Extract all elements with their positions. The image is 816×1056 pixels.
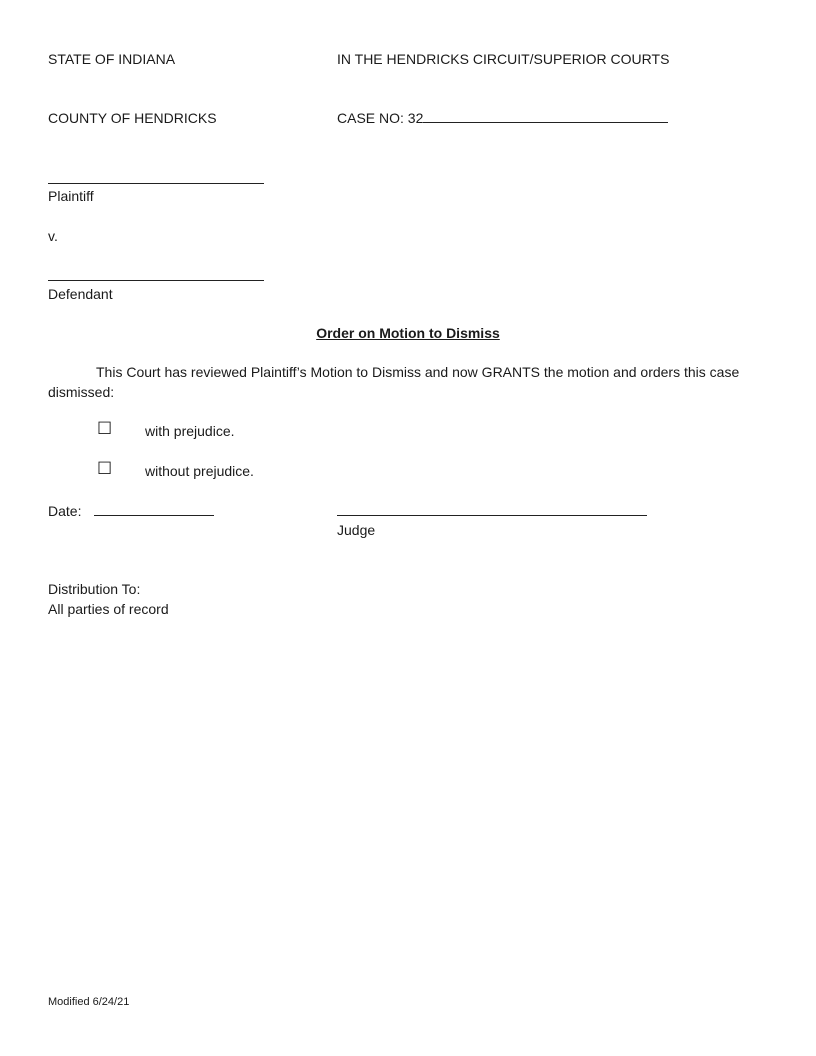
judge-signature-blank[interactable] bbox=[337, 502, 647, 516]
distribution-heading: Distribution To: bbox=[48, 581, 141, 597]
order-title: Order on Motion to Dismiss bbox=[316, 325, 500, 341]
date-blank[interactable] bbox=[94, 502, 214, 516]
order-body: This Court has reviewed Plaintiff’s Motion to Dismiss and now GRANTS the motion and orders this case dismissed: bbox=[48, 364, 740, 400]
plaintiff-label: Plaintiff bbox=[48, 188, 94, 204]
judge-label: Judge bbox=[337, 522, 376, 538]
defendant-label: Defendant bbox=[48, 286, 113, 302]
option-with-prejudice[interactable] bbox=[97, 420, 112, 438]
court-heading: IN THE HENDRICKS CIRCUIT/SUPERIOR COURTS bbox=[337, 51, 670, 67]
state-heading: STATE OF INDIANA bbox=[48, 51, 176, 67]
judge-signature-row bbox=[337, 502, 647, 520]
date-label: Date: bbox=[48, 503, 82, 519]
date-row bbox=[48, 502, 214, 520]
versus-text: v. bbox=[48, 228, 58, 244]
plaintiff-name-blank[interactable] bbox=[48, 170, 264, 184]
option-with-prejudice-label: with prejudice. bbox=[145, 423, 235, 439]
county-heading: COUNTY OF HENDRICKS bbox=[48, 110, 217, 126]
case-number-label: CASE NO: 32 bbox=[337, 110, 424, 126]
defendant-name-blank-row bbox=[48, 267, 264, 285]
checkbox-icon[interactable]: ☐ bbox=[97, 419, 113, 438]
option-without-prejudice[interactable] bbox=[97, 460, 112, 478]
distribution-recipients: All parties of record bbox=[48, 601, 169, 617]
option-without-prejudice-label: without prejudice. bbox=[145, 463, 254, 479]
checkbox-icon[interactable]: ☐ bbox=[97, 459, 113, 478]
defendant-name-blank[interactable] bbox=[48, 267, 264, 281]
case-number-row bbox=[337, 109, 668, 127]
modified-date: Modified 6/24/21 bbox=[48, 996, 130, 1008]
plaintiff-name-blank-row bbox=[48, 170, 264, 188]
case-number-blank[interactable] bbox=[423, 109, 668, 123]
